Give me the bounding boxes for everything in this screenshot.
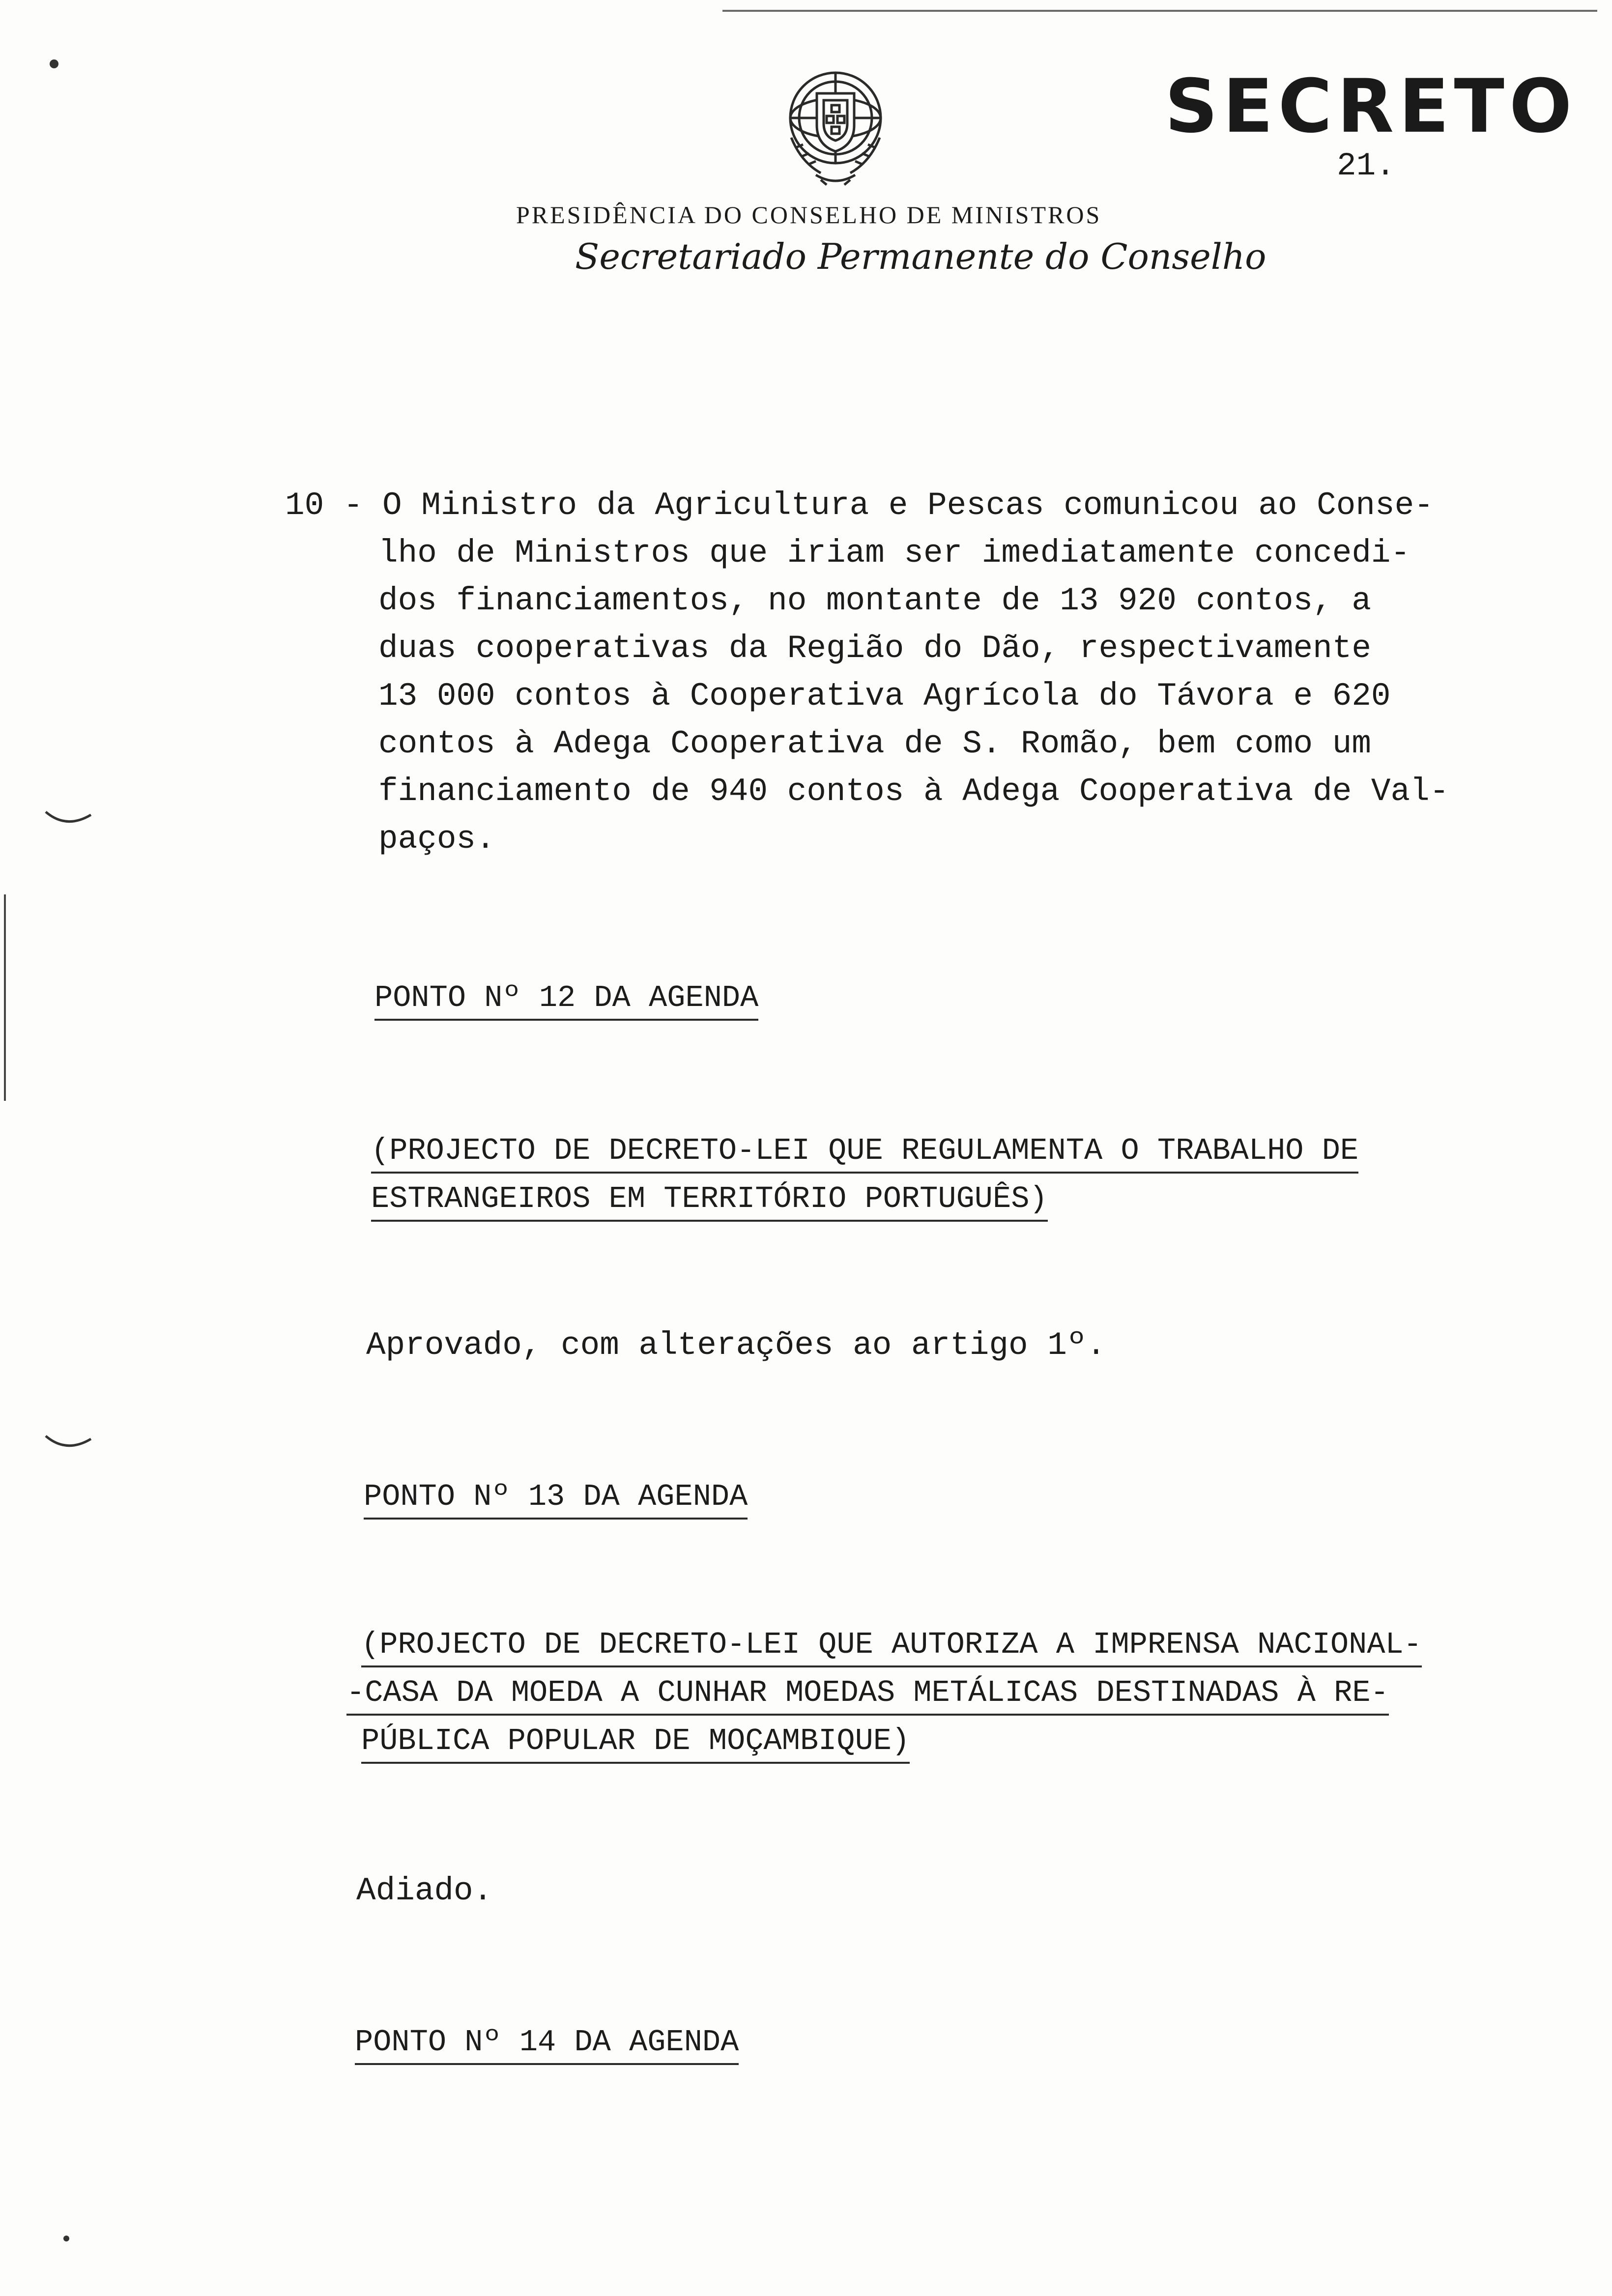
ponto-12-subject [371, 1130, 1358, 1227]
classification-stamp: SECRETO [1165, 64, 1577, 149]
paragraph-line: duas cooperativas da Região do Dão, respectivamente [378, 630, 1371, 667]
punch-hole-mark [42, 806, 96, 835]
left-edge-shadow [0, 894, 10, 1101]
heading-text: PONTO Nº 14 DA AGENDA [355, 2025, 739, 2065]
punch-hole-mark [42, 1430, 96, 1460]
subject-line: (PROJECTO DE DECRETO-LEI QUE REGULAMENTA O TRABALHO DE [371, 1130, 1358, 1174]
portuguese-coat-of-arms-icon [777, 64, 894, 192]
top-border-rule [722, 10, 1597, 12]
item-10-paragraph [285, 482, 1449, 863]
subject-line: ESTRANGEIROS EM TERRITÓRIO PORTUGUÊS) [371, 1178, 1048, 1222]
ponto-13-subject [346, 1624, 1422, 1769]
paragraph-line: paços. [378, 821, 495, 858]
subject-line: (PROJECTO DE DECRETO-LEI QUE AUTORIZA A IMPRENSA NACIONAL- [361, 1624, 1422, 1667]
ponto-13-heading [364, 1479, 748, 1520]
ponto-14-heading [355, 2025, 739, 2065]
scan-dot-mark [44, 54, 64, 74]
heading-text: PONTO Nº 13 DA AGENDA [364, 1479, 748, 1520]
scan-dot-mark [59, 2231, 74, 2246]
paragraph-line: contos à Adega Cooperativa de S. Romão, bem como um [378, 725, 1371, 762]
paragraph-line: 10 - O Ministro da Agricultura e Pescas comunicou ao Conse- [285, 487, 1434, 524]
ponto-12-heading [374, 980, 758, 1021]
heading-text: PONTO Nº 12 DA AGENDA [374, 980, 758, 1021]
department-name: Secretariado Permanente do Conselho [575, 236, 1267, 277]
paragraph-line: dos financiamentos, no montante de 13 920 contos, a [378, 582, 1371, 619]
organization-name: PRESIDÊNCIA DO CONSELHO DE MINISTROS [516, 201, 1102, 229]
page-number: 21. [1337, 147, 1395, 184]
ponto-12-result: Aprovado, com alterações ao artigo 1º. [366, 1327, 1106, 1364]
paragraph-line: financiamento de 940 contos à Adega Cooperativa de Val- [378, 773, 1449, 810]
paragraph-line: 13 000 contos à Cooperativa Agrícola do Távora e 620 [378, 678, 1391, 715]
paragraph-line: lho de Ministros que iriam ser imediatamente concedi- [378, 535, 1410, 572]
ponto-13-result: Adiado. [356, 1872, 493, 1909]
subject-line: -CASA DA MOEDA A CUNHAR MOEDAS METÁLICAS DESTINADAS À RE- [346, 1672, 1389, 1716]
subject-line: PÚBLICA POPULAR DE MOÇAMBIQUE) [361, 1721, 910, 1764]
